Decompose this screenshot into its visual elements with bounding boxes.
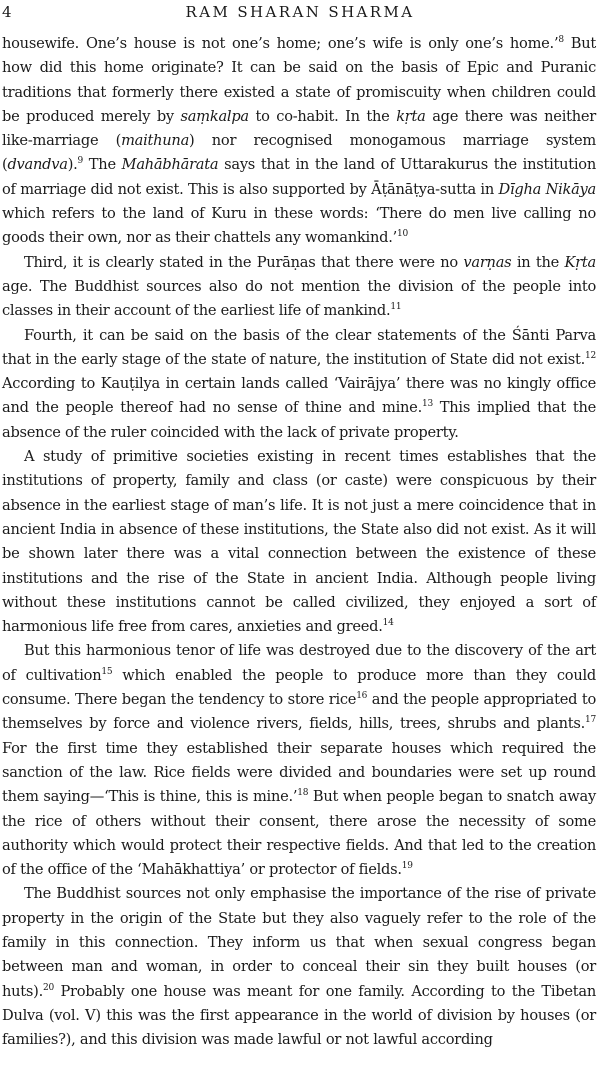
- body-text: [2, 32, 596, 1052]
- paragraph-3: Fourth, it can be said on the basis of the clear statements of the Śānti Parva that in the early stage of the state of nature, the institution of State did not exist.$^{12}$ According to Kauṭilya in certain lands called ‘Vairājya’ there was no kingly office and the people thereof had no sense of thine and mine.$^{13}$ This implied that the absence of the ruler coincided with the lack of private property.: [2, 326, 596, 441]
- paragraph-2: Third, it is clearly stated in the Purāṇas that there were no varṇas in the Kṛta age. The Buddhist sources also do not mention the division of the people into classes in their account of the earliest life of mankind.$^{11}$: [2, 253, 596, 320]
- paragraph-1: housewife. One’s house is not one’s home; one’s wife is only one’s home.’$^8$ But how did this home originate? It can be said on the basis of Epic and Puranic traditions that formerly there existed a state of promiscuity when children could be produced merely by saṃkalpa to co-habit. In the kṛta age there was neither like-marriage (maithuna) nor recognised monogamous marriage system (dvandva).$^9$ The Mahābhārata says that in the land of Uttarakurus the institution of marriage did not exist. This is also supported by Āṭānāṭya-sutta in Dīgha Nikāya which refers to the land of Kuru in these words: ‘There do men live calling no goods their own, nor as their chattels any womankind.’$^{10}$: [2, 35, 597, 247]
- paragraph-5: But this harmonious tenor of life was destroyed due to the discovery of the art of cultivation$^{15}$ which enabled the people to produce more than they could consume. There began the tendency to store rice$^{16}$ and the people appropriated to themselves by force and violence rivers, fields, hills, trees, shrubs and plants.$^{17}$ For the first time they established their separate houses which required the sanction of the law. Rice fields were divided and boundaries were set up round them saying—‘This is thine, this is mine.’$^{18}$ But when people began to snatch away the rice of others without their consent, there arose the necessity of some authority which would protect their respective fields. And that led to the creation of the office of the ‘Mahākhattiya’ or protector of fields.$^{19}$: [2, 642, 597, 879]
- page-header: [0, 2, 600, 26]
- page-number: 4: [2, 3, 12, 21]
- running-head: RAM SHARAN SHARMA: [185, 3, 415, 21]
- paragraph-6: The Buddhist sources not only emphasise the importance of the rise of private property in the origin of the State but they also vaguely refer to the role of the family in this connection. They inform us that when sexual congress began between man and woman, in order to conceal their sin they built houses (or huts).$^{20}$ Probably one house was meant for one family. According to the Tibetan Dulva (vol. V) this was the first appearance in the world of division by houses (or families?), and this division was made lawful or not lawful according: [2, 885, 596, 1049]
- paragraph-4: A study of primitive societies existing in recent times establishes that the institutions of property, family and class (or caste) were conspicuous by their absence in the earliest stage of man’s life. It is not just a mere coincidence that in ancient India in absence of these institutions, the State also did not exist. As it will be shown later there was a vital connection between the existence of these institutions and the rise of the State in ancient India. Although people living without these institutions cannot be called civilized, they enjoyed a sort of harmonious life free from cares, anxieties and greed.$^{14}$: [2, 448, 596, 636]
